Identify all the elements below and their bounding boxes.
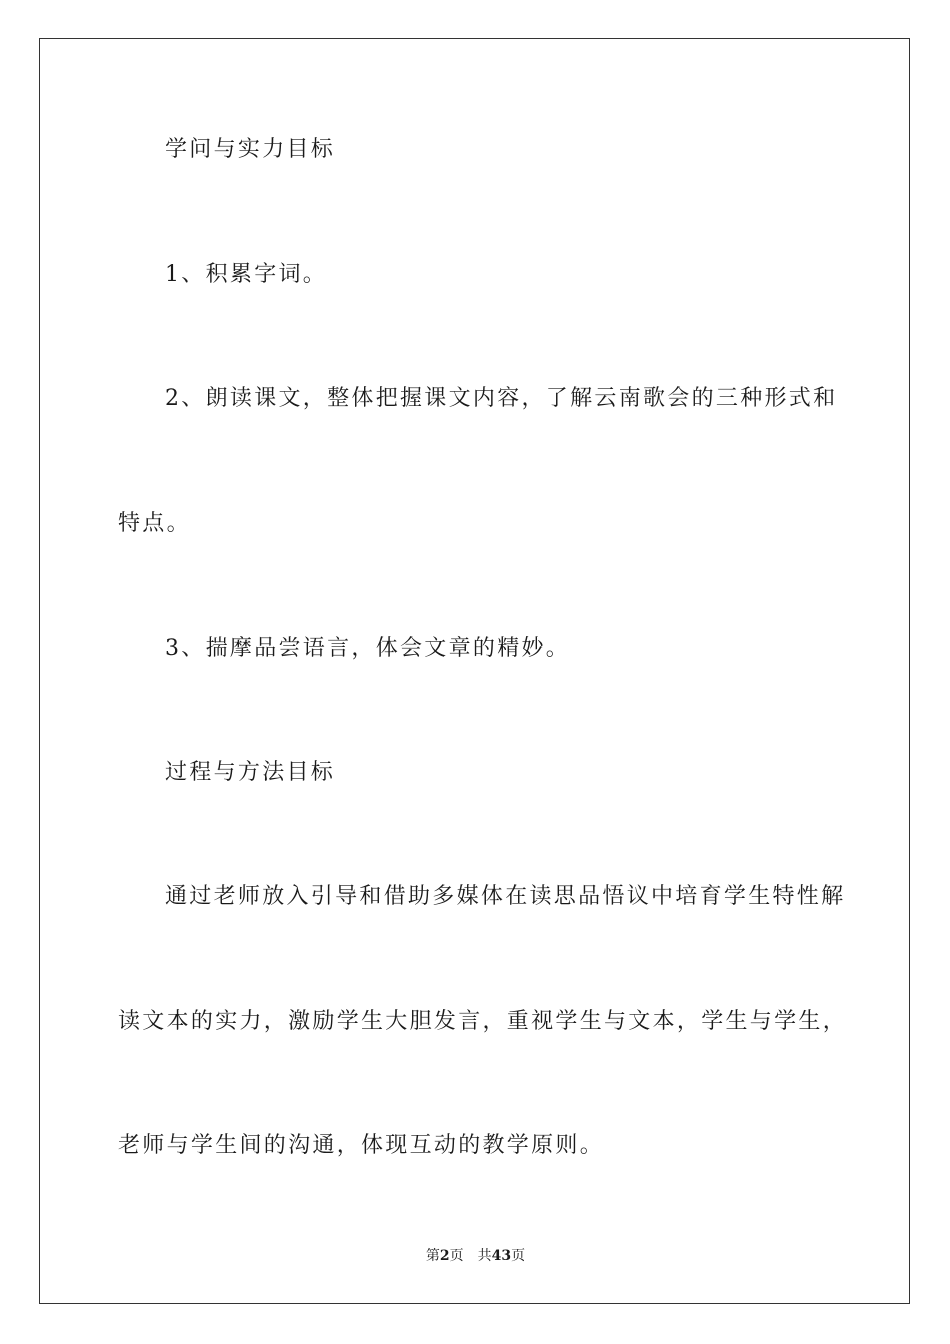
total-suffix: 页	[511, 1248, 526, 1264]
process-paragraph-line-3: 老师与学生间的沟通，体现互动的教学原则。	[118, 1133, 605, 1158]
goal-item-1: 1、积累字词。	[165, 262, 328, 287]
heading-knowledge-goals: 学问与实力目标	[165, 137, 336, 162]
process-paragraph-line-1: 通过老师放入引导和借助多媒体在读思品悟议中培育学生特性解	[165, 884, 846, 909]
goal-item-2: 2、朗读课文，整体把握课文内容，了解云南歌会的三种形式和	[165, 386, 838, 411]
page-frame	[39, 38, 910, 1304]
page-suffix: 页	[449, 1248, 464, 1264]
page-number: 2	[439, 1248, 450, 1264]
page-footer	[40, 1246, 911, 1266]
heading-process-goals: 过程与方法目标	[165, 760, 336, 785]
total-prefix: 共	[477, 1248, 492, 1264]
goal-item-3: 3、揣摩品尝语言，体会文章的精妙。	[165, 636, 571, 661]
process-paragraph-line-2: 读文本的实力，激励学生大胆发言，重视学生与文本，学生与学生，	[118, 1009, 848, 1034]
goal-item-2-continued: 特点。	[118, 511, 191, 536]
total-pages: 43	[491, 1248, 512, 1264]
page-prefix: 第	[425, 1248, 440, 1264]
